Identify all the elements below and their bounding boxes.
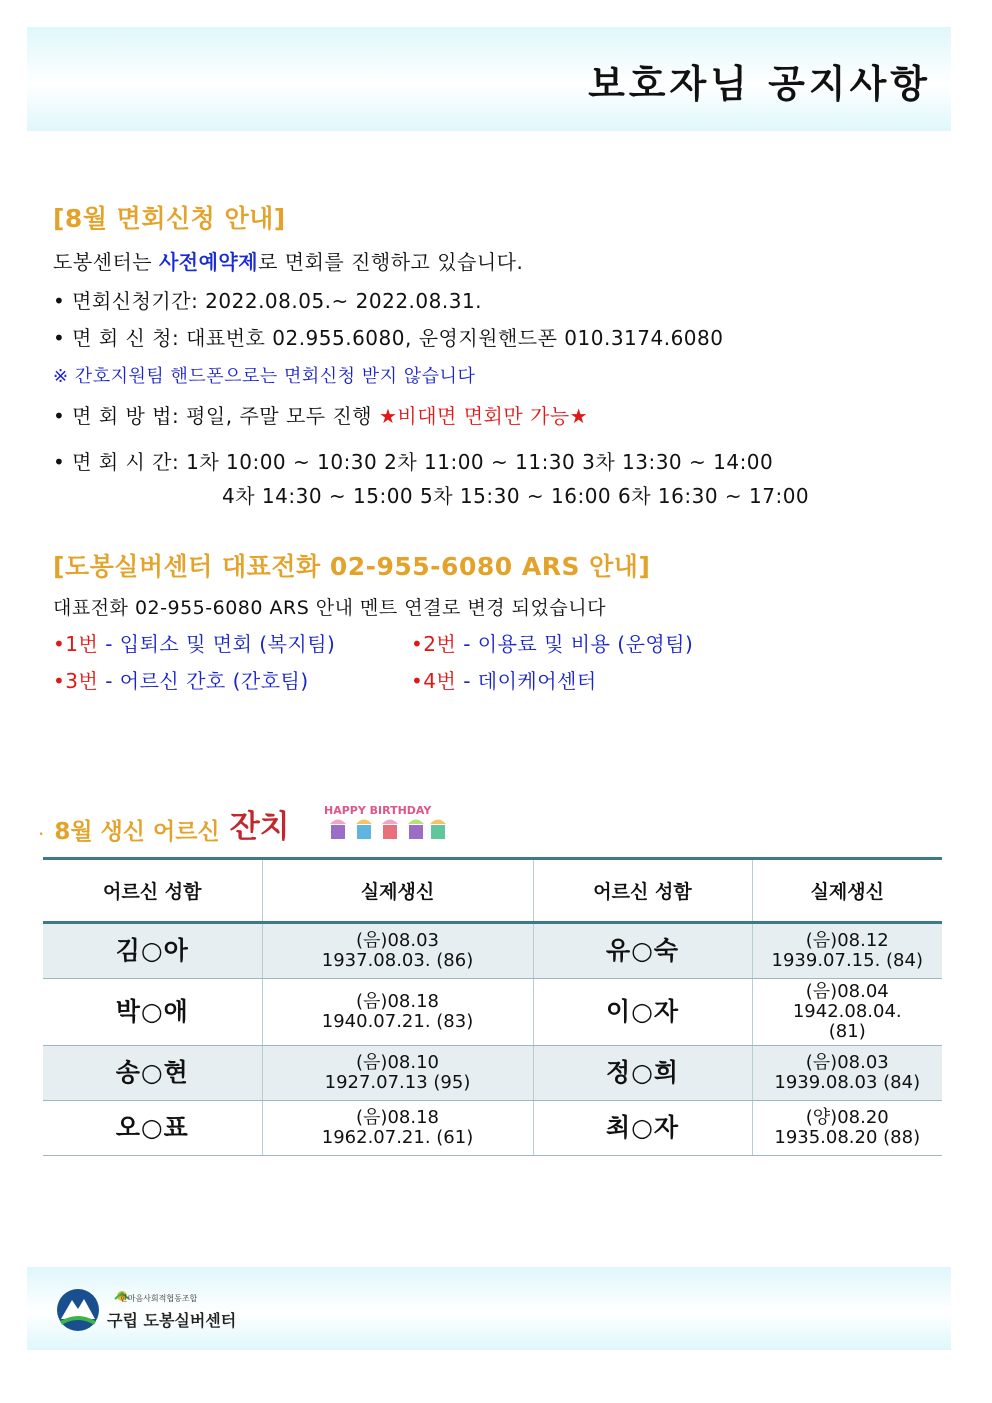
birthday-cell xyxy=(752,1101,942,1156)
ars-item-3-text: - 어르신 간호 (간호팀) xyxy=(98,669,309,693)
table-row xyxy=(43,1046,942,1101)
table-header-row xyxy=(43,859,942,923)
visit-apply: • 면 회 신 청: 대표번호 02.955.6080, 운영지원핸드폰 010.3174.6080 xyxy=(53,326,724,350)
solar-date: 1940.07.21. (83) xyxy=(321,1011,474,1032)
visit-time-line1: • 면 회 시 간: 1차 10:00 ~ 10:30 2차 11:00 ~ 11:30 3차 13:30 ~ 14:00 xyxy=(53,450,774,474)
lunar-date: (음)08.10 xyxy=(356,1052,439,1073)
lunar-date: (음)08.03 xyxy=(356,930,439,951)
page-title: 보호자님 공지사항 xyxy=(588,62,931,106)
table-row xyxy=(43,1101,942,1156)
resident-name: 박○애 xyxy=(43,979,262,1046)
birthday-cell xyxy=(262,979,533,1046)
ars-item-1 xyxy=(53,628,335,657)
visit-intro-post: 로 면회를 진행하고 있습니다. xyxy=(258,250,524,274)
ars-item-1-text: - 입퇴소 및 면회 (복지팀) xyxy=(98,632,336,656)
resident-name: 오○표 xyxy=(43,1101,262,1156)
table-row xyxy=(43,979,942,1046)
solar-date: 1935.08.20 (88) xyxy=(774,1127,921,1148)
header-banner xyxy=(27,27,951,131)
header-name-1: 어르신 성함 xyxy=(43,859,262,923)
solar-date: 1927.07.13 (95) xyxy=(324,1072,471,1093)
birthday-cell xyxy=(262,1101,533,1156)
birthday-cell xyxy=(752,979,942,1046)
solar-date: 1937.08.03. (86) xyxy=(321,950,474,971)
org-name: 구립 도봉실버센터 xyxy=(107,1311,237,1330)
ars-item-4-num: •4번 xyxy=(411,669,457,693)
ars-item-2-text: - 이용료 및 비용 (운영팀) xyxy=(456,632,694,656)
lunar-date: (음)08.18 xyxy=(356,991,439,1012)
solar-date: 1942.08.04. xyxy=(792,1001,902,1022)
age: (81) xyxy=(828,1021,866,1042)
visit-intro-emphasis: 사전예약제 xyxy=(158,250,259,274)
lunar-date: (음)08.03 xyxy=(805,1052,889,1073)
lunar-date: (양)08.20 xyxy=(805,1107,889,1128)
visit-time-line2: 4차 14:30 ~ 15:00 5차 15:30 ~ 16:00 6차 16:30 ~ 17:00 xyxy=(222,484,810,508)
visit-method-pre: • 면 회 방 법: 평일, 주말 모두 진행 xyxy=(53,404,379,428)
visit-heading: [8월 면회신청 안내] xyxy=(53,204,286,233)
birthday-cell xyxy=(752,1046,942,1101)
birthday-heading: 8월 생신 어르신 xyxy=(54,819,220,845)
ars-item-2 xyxy=(411,628,693,657)
resident-name: 이○자 xyxy=(533,979,752,1046)
ars-item-4-text: - 데이케어센터 xyxy=(456,669,597,693)
birthday-cell xyxy=(262,1046,533,1101)
ars-item-3-num: •3번 xyxy=(53,669,99,693)
ars-item-3 xyxy=(53,665,309,694)
birthday-heading-row xyxy=(38,800,450,846)
resident-name: 최○자 xyxy=(533,1101,752,1156)
birthday-table xyxy=(43,857,942,1156)
org-subtitle: 한마음사회적협동조합 xyxy=(120,1294,198,1303)
lunar-date: (음)08.18 xyxy=(356,1107,439,1128)
resident-name: 송○현 xyxy=(43,1046,262,1101)
visit-method xyxy=(53,400,588,429)
lunar-date: (음)08.12 xyxy=(805,930,889,951)
ars-item-1-num: •1번 xyxy=(53,632,99,656)
birthday-cell xyxy=(752,923,942,979)
visit-period: • 면회신청기간: 2022.08.05.~ 2022.08.31. xyxy=(53,289,483,313)
header-birthday-1: 실제생신 xyxy=(262,859,533,923)
ars-item-2-num: •2번 xyxy=(411,632,457,656)
visit-intro xyxy=(53,246,523,275)
ars-heading: [도봉실버센터 대표전화 02-955-6080 ARS 안내] xyxy=(53,552,651,581)
birthday-cupcakes-icon xyxy=(322,800,450,846)
resident-name: 유○숙 xyxy=(533,923,752,979)
birthday-bullet: · xyxy=(38,822,45,846)
lunar-date: (음)08.04 xyxy=(805,981,889,1002)
visit-note: ※ 간호지원팀 핸드폰으로는 면회신청 받지 않습니다 xyxy=(53,366,476,387)
solar-date: 1962.07.21. (61) xyxy=(321,1127,474,1148)
birthday-cell xyxy=(262,923,533,979)
solar-date: 1939.07.15. (84) xyxy=(771,950,923,971)
cake-banner-text: HAPPY BIRTHDAY xyxy=(323,804,431,817)
resident-name: 김○아 xyxy=(43,923,262,979)
ars-intro: 대표전화 02-955-6080 ARS 안내 멘트 연결로 변경 되었습니다 xyxy=(53,597,606,619)
resident-name: 정○희 xyxy=(533,1046,752,1101)
header-birthday-2: 실제생신 xyxy=(752,859,942,923)
visit-intro-pre: 도봉센터는 xyxy=(53,250,159,274)
birthday-accent: 잔치 xyxy=(229,809,290,845)
header-name-2: 어르신 성함 xyxy=(533,859,752,923)
ars-item-4 xyxy=(411,665,597,694)
visit-method-emphasis: ★비대면 면회만 가능★ xyxy=(378,404,589,428)
table-row xyxy=(43,923,942,979)
solar-date: 1939.08.03 (84) xyxy=(774,1072,921,1093)
